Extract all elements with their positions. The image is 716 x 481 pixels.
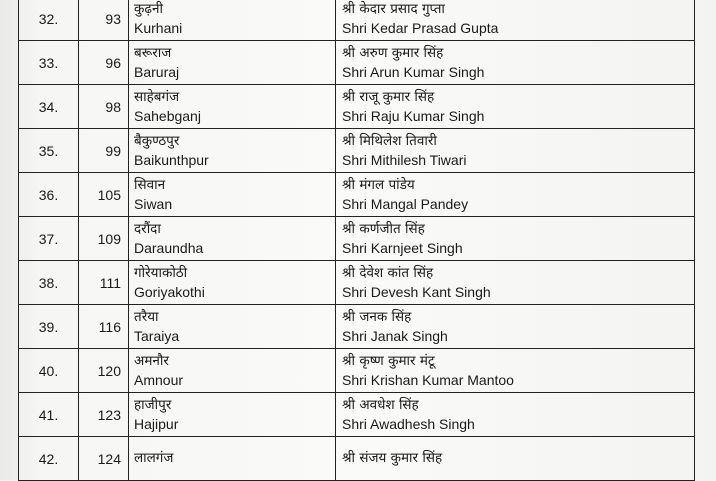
serial-number: 42. [19, 437, 79, 481]
constituency-name-hindi: सिवान [134, 176, 166, 193]
candidate-cell [336, 305, 695, 349]
candidate-name-hindi: श्री मिथिलेश तिवारी [342, 132, 437, 149]
table-row [19, 0, 695, 41]
candidate-table-body [19, 0, 695, 481]
constituency-number: 120 [79, 349, 129, 393]
candidate-name-english: Shri Krishan Kumar Mantoo [342, 371, 514, 388]
constituency-number: 123 [79, 393, 129, 437]
table-row [19, 305, 695, 349]
candidate-name-hindi: श्री कृष्ण कुमार मंटू [342, 352, 435, 369]
constituency-name-hindi: हाजीपुर [134, 396, 172, 413]
candidate-table [18, 0, 695, 481]
candidate-cell [336, 261, 695, 305]
candidate-cell [336, 393, 695, 437]
candidate-name-hindi: श्री राजू कुमार सिंह [342, 88, 435, 105]
serial-number: 34. [19, 85, 79, 129]
constituency-cell [129, 261, 336, 305]
constituency-name-hindi: तरैया [134, 308, 159, 325]
candidate-name-english: Shri Mangal Pandey [342, 195, 469, 212]
candidate-name-hindi: श्री कर्णजीत सिंह [342, 220, 425, 237]
table-row [19, 349, 695, 393]
candidate-name-english: Shri Karnjeet Singh [342, 239, 463, 256]
constituency-name-hindi: अमनौर [134, 352, 169, 369]
candidate-name-hindi: श्री मंगल पांडेय [342, 176, 415, 193]
candidate-name-hindi: श्री अवधेश सिंह [342, 396, 419, 413]
constituency-number: 98 [79, 85, 129, 129]
candidate-name-english: Shri Raju Kumar Singh [342, 107, 485, 124]
candidate-name-hindi: श्री देवेश कांत सिंह [342, 264, 434, 281]
constituency-cell [129, 217, 336, 261]
constituency-name-hindi: दरौंदा [134, 220, 161, 237]
candidate-cell [336, 0, 695, 41]
serial-number: 33. [19, 41, 79, 85]
candidate-name-english: Shri Mithilesh Tiwari [342, 151, 467, 168]
candidate-name-hindi: श्री केदार प्रसाद गुप्ता [342, 0, 445, 17]
constituency-cell [129, 305, 336, 349]
table-row [19, 393, 695, 437]
constituency-number: 93 [79, 0, 129, 41]
constituency-number: 124 [79, 437, 129, 481]
constituency-name-hindi: गोरेयाकोठी [134, 264, 188, 281]
candidate-cell [336, 217, 695, 261]
table-row [19, 217, 695, 261]
constituency-name-english: Baikunthpur [134, 151, 209, 168]
constituency-number: 96 [79, 41, 129, 85]
constituency-name-english: Sahebganj [134, 107, 201, 124]
constituency-name-hindi: साहेबगंज [134, 88, 180, 105]
table-row [19, 261, 695, 305]
candidate-name-hindi: श्री संजय कुमार सिंह [342, 450, 443, 466]
candidate-cell [336, 437, 695, 481]
candidate-cell [336, 173, 695, 217]
constituency-name-english: Hajipur [134, 415, 179, 432]
constituency-cell [129, 437, 336, 481]
serial-number: 37. [19, 217, 79, 261]
serial-number: 39. [19, 305, 79, 349]
constituency-cell [129, 0, 336, 41]
constituency-name-hindi: बैकुण्ठपुर [134, 132, 180, 149]
table-row [19, 437, 695, 481]
constituency-name-english: Kurhani [134, 19, 183, 36]
candidate-cell [336, 349, 695, 393]
constituency-cell [129, 393, 336, 437]
constituency-name-hindi: कुढ़नी [134, 0, 163, 17]
constituency-name-hindi: लालगंज [134, 450, 174, 466]
table-row [19, 129, 695, 173]
serial-number: 32. [19, 0, 79, 41]
constituency-number: 105 [79, 173, 129, 217]
candidate-name-hindi: श्री अरुण कुमार सिंह [342, 44, 444, 61]
candidate-name-english: Shri Devesh Kant Singh [342, 283, 491, 300]
constituency-number: 116 [79, 305, 129, 349]
constituency-number: 111 [79, 261, 129, 305]
candidate-name-english: Shri Janak Singh [342, 327, 448, 344]
candidate-name-english: Shri Arun Kumar Singh [342, 63, 485, 80]
serial-number: 40. [19, 349, 79, 393]
constituency-cell [129, 41, 336, 85]
table-row [19, 173, 695, 217]
table-row [19, 85, 695, 129]
candidate-cell [336, 129, 695, 173]
constituency-cell [129, 349, 336, 393]
constituency-cell [129, 129, 336, 173]
candidate-cell [336, 41, 695, 85]
constituency-name-english: Amnour [134, 371, 184, 388]
candidate-name-english: Shri Kedar Prasad Gupta [342, 19, 499, 36]
constituency-number: 109 [79, 217, 129, 261]
candidate-cell [336, 85, 695, 129]
serial-number: 41. [19, 393, 79, 437]
constituency-name-hindi: बरूराज [134, 44, 172, 61]
constituency-cell [129, 173, 336, 217]
table-row [19, 41, 695, 85]
constituency-name-english: Siwan [134, 195, 173, 212]
constituency-name-english: Daraundha [134, 239, 204, 256]
serial-number: 38. [19, 261, 79, 305]
constituency-cell [129, 85, 336, 129]
constituency-name-english: Baruraj [134, 63, 180, 80]
candidate-name-hindi: श्री जनक सिंह [342, 308, 412, 325]
serial-number: 35. [19, 129, 79, 173]
serial-number: 36. [19, 173, 79, 217]
constituency-name-english: Taraiya [134, 327, 180, 344]
candidate-name-english: Shri Awadhesh Singh [342, 415, 475, 432]
constituency-number: 99 [79, 129, 129, 173]
constituency-name-english: Goriyakothi [134, 283, 205, 300]
